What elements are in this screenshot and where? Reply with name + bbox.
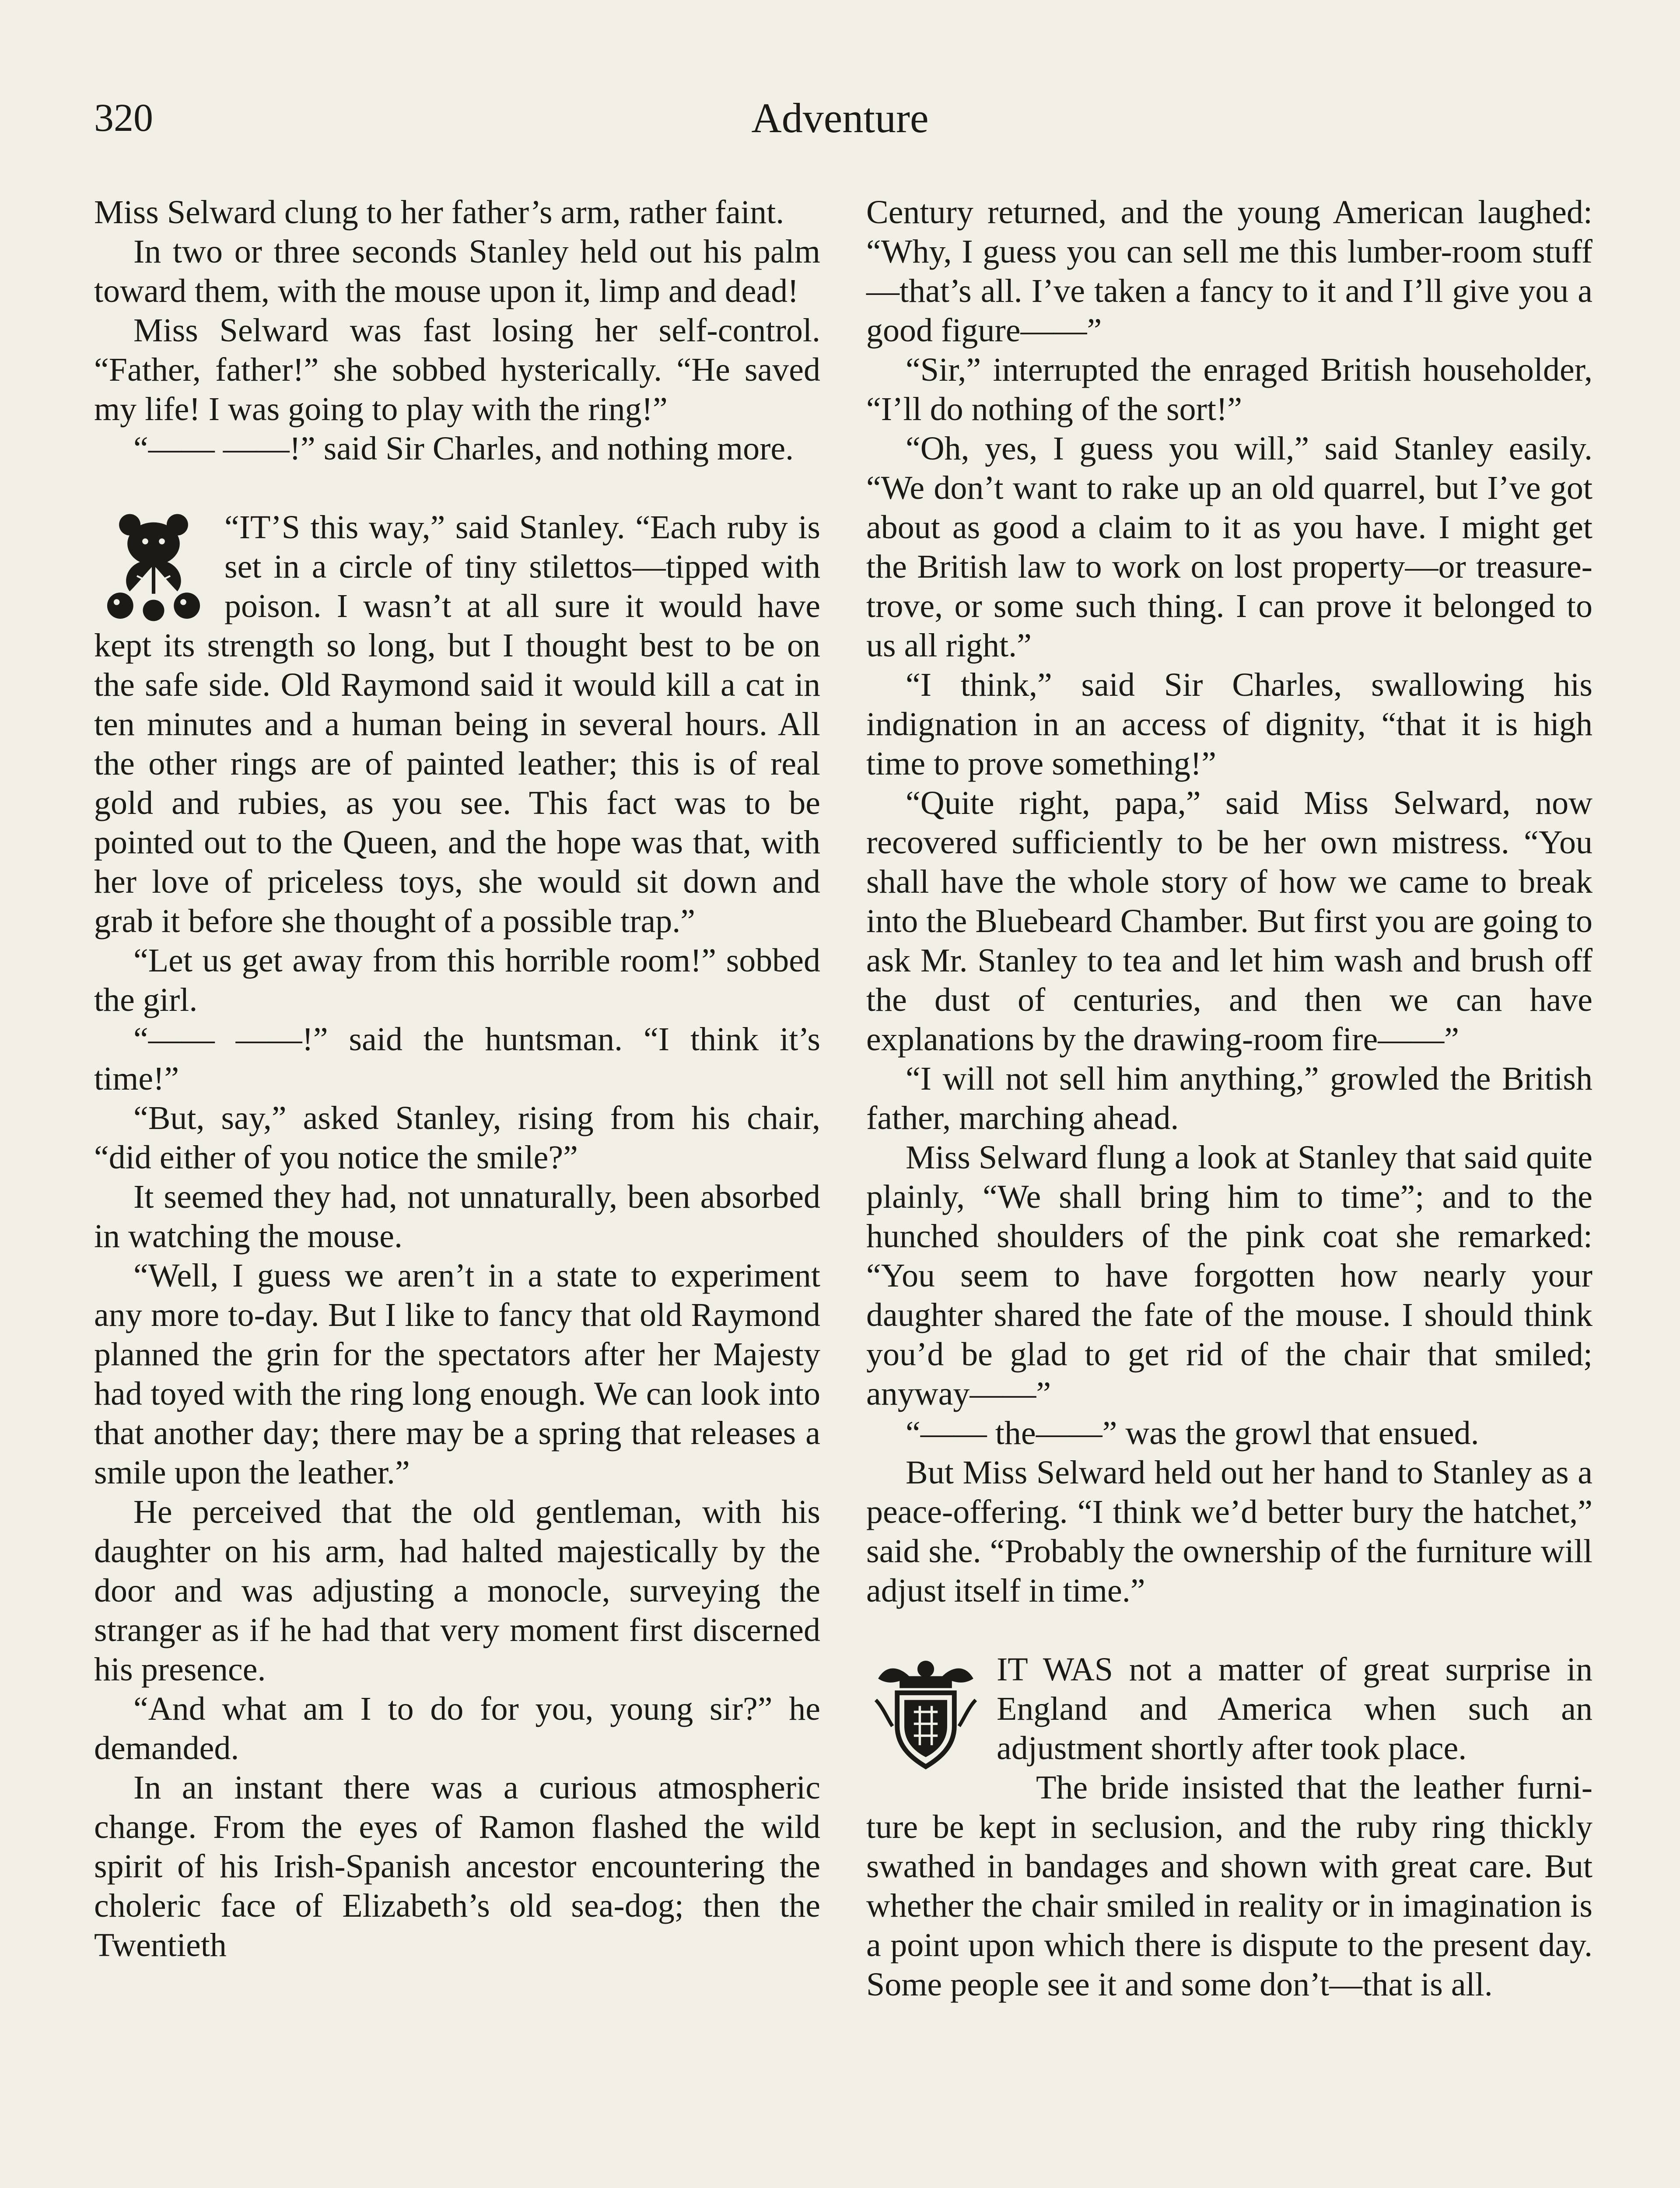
paragraph: “Let us get away from this horrible room!” sobbed the girl. bbox=[94, 942, 820, 1018]
crest-ornament-icon bbox=[866, 1652, 985, 1771]
paragraph: It seemed they had, not unnaturally, been absorbed in watching the mouse. bbox=[94, 1178, 820, 1255]
paragraph: The bride insisted that the leather furniture be kept in seclusion, and the ruby ring thickly swathed in bandages and shown with great care. But whether the chair smiled in reality or in imagination is a point upon which there is dispute to the present day. Some people see it and some don’t—that is all. bbox=[866, 1769, 1592, 2003]
paragraph: Century returned, and the young American laughed: “Why, I guess you can sell me this lumber-room stuff—that’s all. I’ve taken a fancy to it and I’ll give you a good figure——” bbox=[866, 194, 1592, 349]
page-header bbox=[94, 90, 1586, 147]
paragraph: “And what am I to do for you, young sir?” he demanded. bbox=[94, 1690, 820, 1767]
left-column bbox=[94, 193, 820, 1965]
section-opening-paragraph bbox=[94, 508, 820, 941]
paragraph: In an instant there was a curious atmospheric change. From the eyes of Ramon flashed the wild spirit of his Irish-Spanish ancestor encountering the choleric face of Elizabeth’s old sea-dog; then the Twentieth bbox=[94, 1769, 820, 1964]
bear-leaf-ornament-icon bbox=[94, 510, 213, 625]
paragraph: “But, say,” asked Stanley, rising from his chair, “did either of you notice the smile?” bbox=[94, 1100, 820, 1176]
page-number: 320 bbox=[94, 96, 153, 140]
paragraph: But Miss Selward held out her hand to Stanley as a peace-offering. “I think we’d better bury the hatchet,” said she. “Probably the ownership of the furniture will adjust itself in time.” bbox=[866, 1454, 1592, 1609]
paragraph: “Quite right, papa,” said Miss Selward, now recovered sufficiently to be her own mistress. “You shall have the whole story of how we came to break into the Bluebeard Chamber. But first you are going to ask Mr. Stanley to tea and let him wash and brush off the dust of centuries, and then we can have explanations by the drawing-room fire——” bbox=[866, 785, 1592, 1058]
paragraph: “—— ——!” said the huntsman. “I think it’s time!” bbox=[94, 1021, 820, 1097]
right-column bbox=[866, 193, 1592, 2004]
paragraph: “I will not sell him anything,” growled the British father, marching ahead. bbox=[866, 1060, 1592, 1136]
paragraph: In two or three seconds Stanley held out his palm toward them, with the mouse upon it, limp and dead! bbox=[94, 233, 820, 309]
paragraph: “Sir,” interrupted the enraged British householder, “I’ll do nothing of the sort!” bbox=[866, 351, 1592, 428]
paragraph: “I think,” said Sir Charles, swallowing his indignation in an access of dignity, “that it is high time to prove something!” bbox=[866, 666, 1592, 782]
paragraph: “Well, I guess we aren’t in a state to experiment any more to-day. But I like to fancy that old Raymond planned the grin for the spectators after her Majesty had toyed with the ring long enough. We can look into that another day; there may be a spring that releases a smile upon the leather.” bbox=[94, 1257, 820, 1491]
paragraph: “—— the——” was the growl that ensued. bbox=[906, 1415, 1479, 1452]
paragraph: Miss Selward was fast losing her self-control. “Father, father!” she sobbed hysterically. “He saved my life! I was going to play with the ring!” bbox=[94, 312, 820, 428]
running-title: Adventure bbox=[751, 95, 929, 141]
paragraph: He perceived that the old gentleman, with his daughter on his arm, had halted majestically by the door and was adjusting a monocle, surveying the stranger as if he had that very moment first discerned his presence. bbox=[94, 1494, 820, 1688]
paragraph-text: “IT’S this way,” said Stanley. “Each ruby is set in a circle of tiny stilettos—tipped with poison. I wasn’t at all sure it would have kept its strength so long, but I thought best to be on the safe side. Old Raymond said it would kill a cat in ten minutes and a human being in several hours. All the other rings are of painted leather; this is of real gold and rubies, as you see. This fact was to be pointed out to the Queen, and the hope was that, with her love of priceless toys, she would sit down and grab it before she thought of a possible trap.” bbox=[94, 509, 820, 940]
paragraph: Miss Selward flung a look at Stanley that said quite plainly, “We shall bring him to time”; and to the hunched shoulders of the pink coat she remarked: “You seem to have forgotten how nearly your daughter shared the fate of the mouse. I should think you’d be glad to get rid of the chair that smiled; anyway——” bbox=[866, 1139, 1592, 1412]
paragraph: Miss Selward clung to her father’s arm, rather faint. bbox=[94, 194, 784, 231]
paragraph: “—— ——!” said Sir Charles, and nothing more. bbox=[133, 430, 794, 467]
paragraph: “Oh, yes, I guess you will,” said Stanley easily. “We don’t want to rake up an old quarrel, but I’ve got about as good a claim to it as you have. I might get the British law to work on lost property—or treasure-trove, or some such thing. I can prove it belonged to us all right.” bbox=[866, 430, 1592, 664]
section-opening-paragraph bbox=[866, 1650, 1592, 1768]
paragraph-text: IT WAS not a matter of great surprise in England and America when such an adjustment shortly after took place. bbox=[997, 1651, 1592, 1767]
